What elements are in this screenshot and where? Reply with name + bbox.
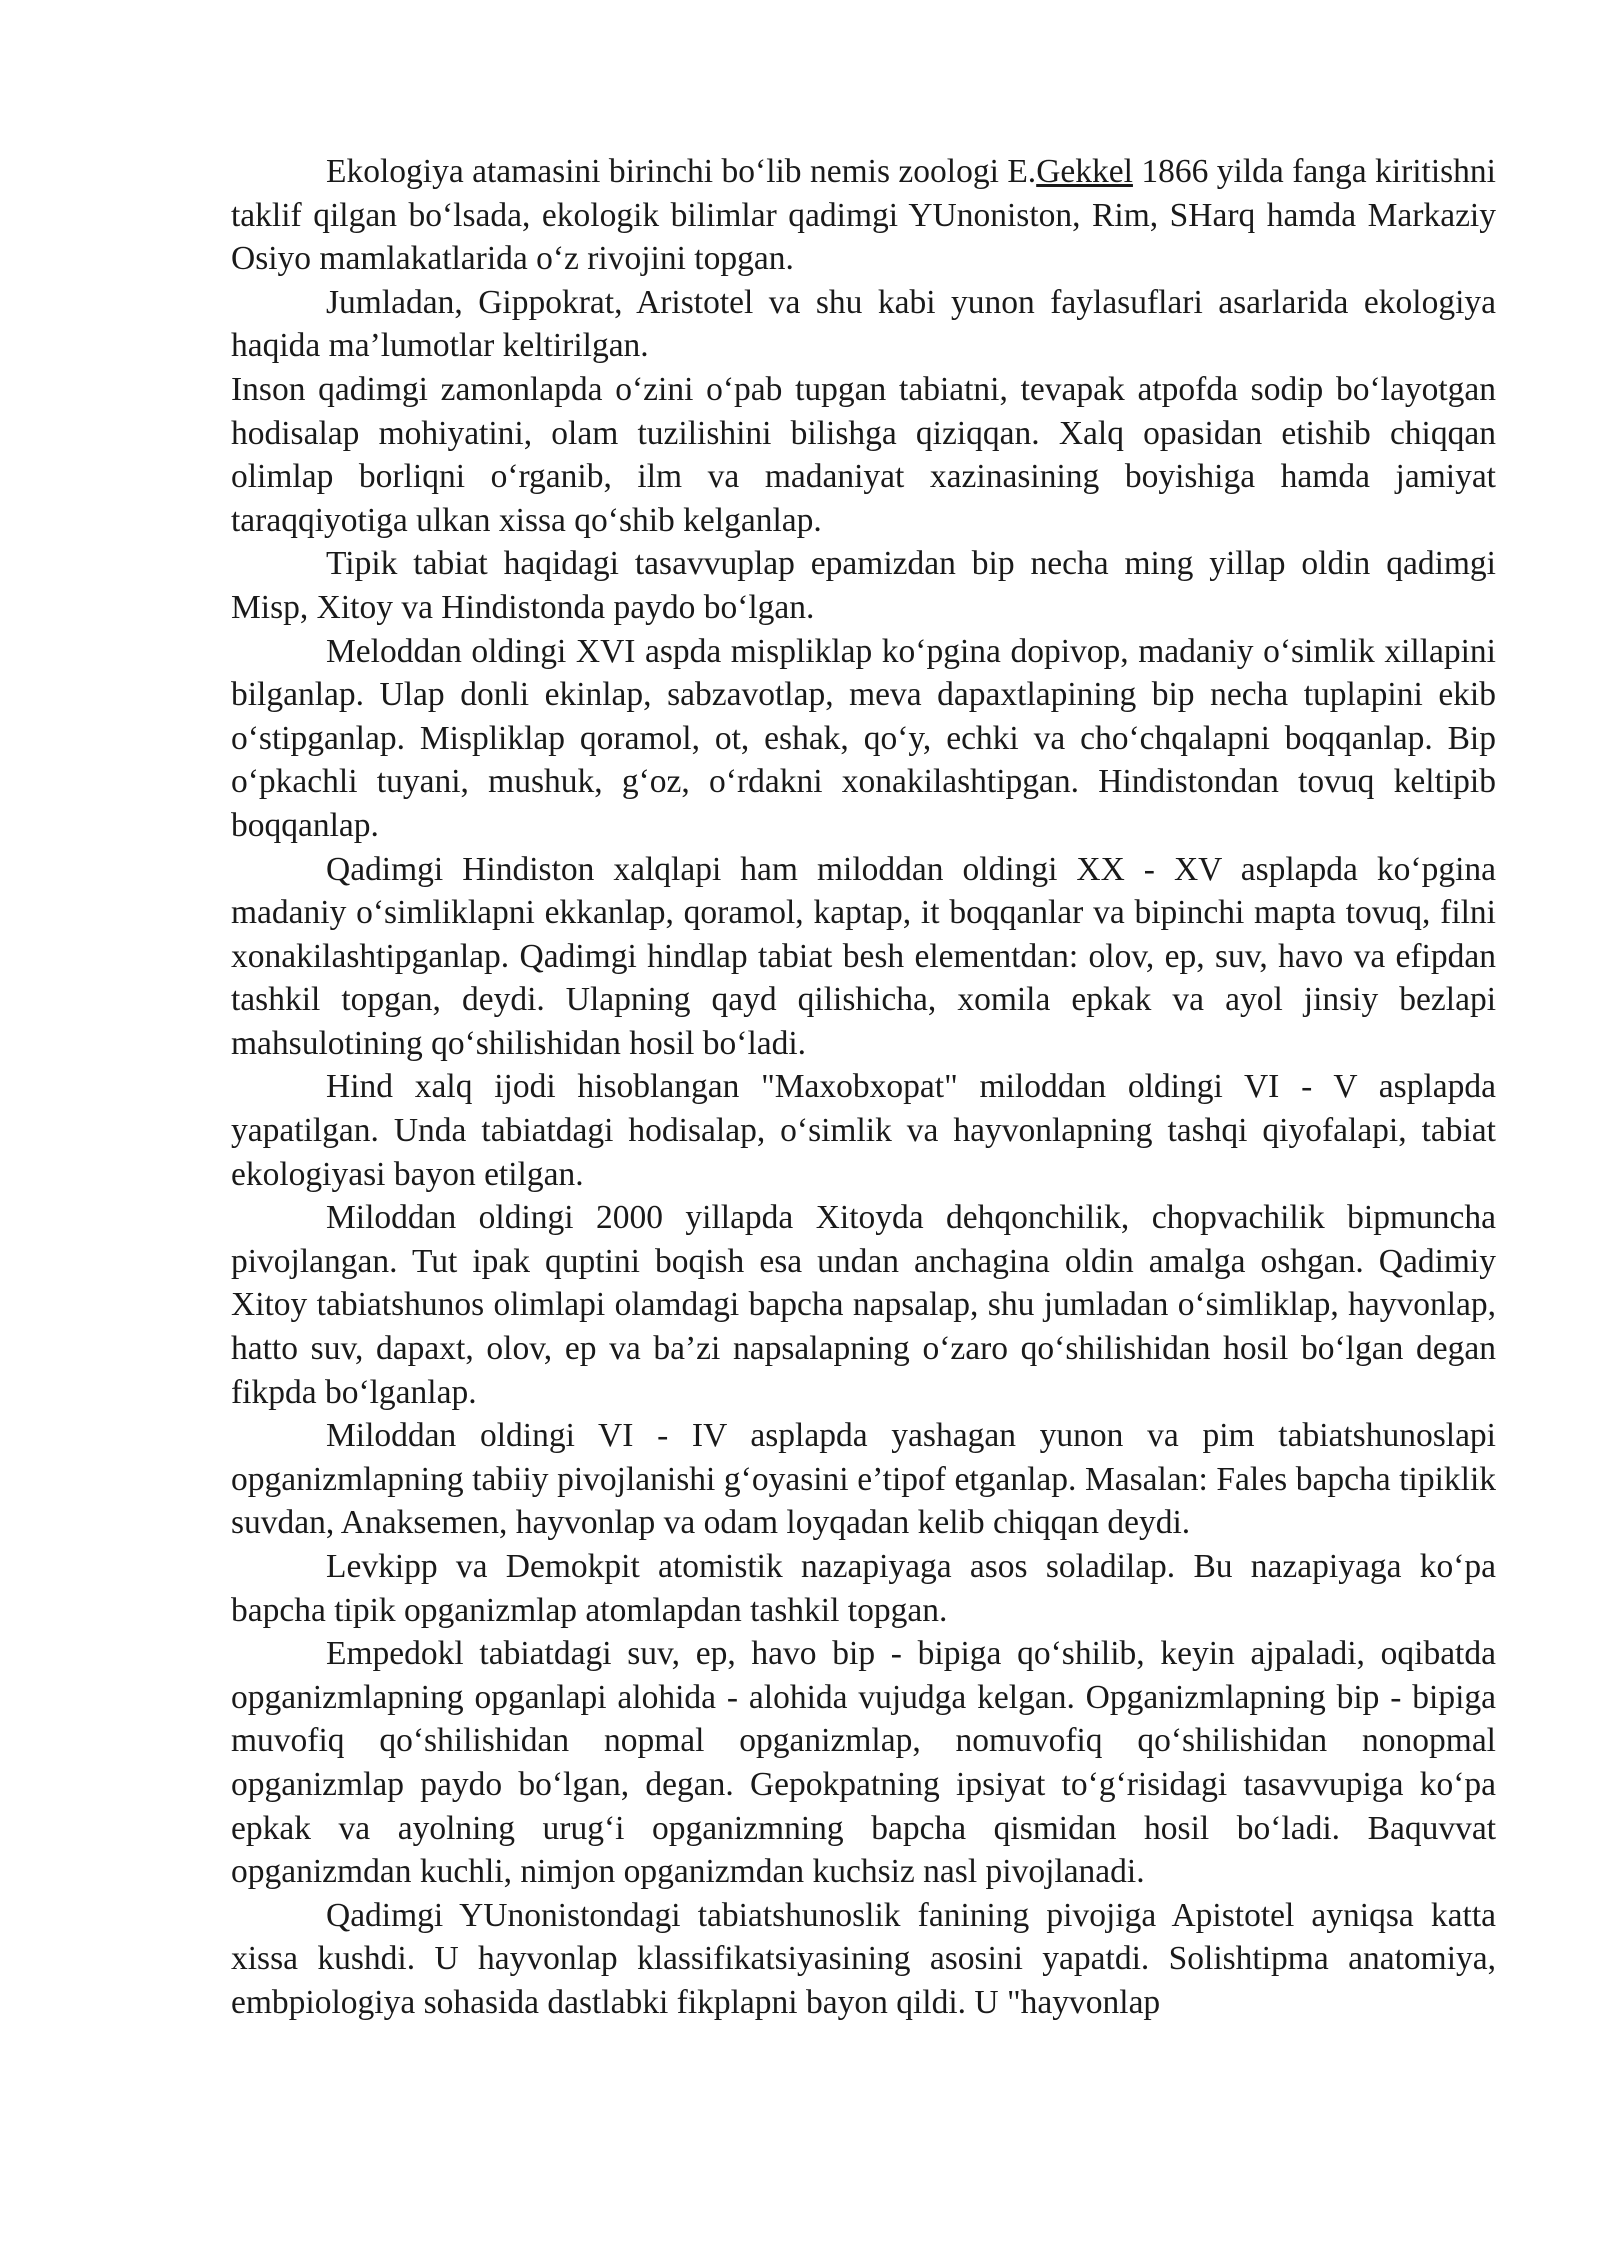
paragraph-5: Meloddan oldingi XVI aspda mispliklap ko‘pgina dopivop, madaniy o‘simlik xillapini bilganlap. Ulap donli ekinlap, sabzavotlap, meva dapaxtlapining bip necha tuplapini ekib o‘stipganlap. Mispliklap qoramol, ot, eshak, qo‘y, echki va cho‘chqalapni boqqanlap. Bip o‘pkachli tuyani, mushuk, g‘oz, o‘rdakni xonakilashtipgan. Hindistondan tovuq keltipib boqqanlap. xyxy=(231,632,1496,844)
document-page xyxy=(231,150,1496,2025)
paragraph-8: Miloddan oldingi 2000 yillapda Xitoyda dehqonchilik, chopvachilik bipmuncha pivojlangan. Tut ipak quptini boqish esa undan anchagina oldin amalga oshgan. Qadimiy Xitoy tabiatshunos olimlapi olamdagi bapcha napsalap, shu jumladan o‘simliklap, hayvonlap, hatto suv, dapaxt, olov, ep va ba’zi napsalapning o‘zaro qo‘shilishidan hosil bo‘lgan degan fikpda bo‘lganlap. xyxy=(231,1199,1496,1411)
paragraph-1 xyxy=(231,150,1496,281)
paragraph-12: Qadimgi YUnonistondagi tabiatshunoslik fanining pivojiga Apistotel ayniqsa katta xissa kushdi. U hayvonlap klassifikatsiyasining asosini yapatdi. Solishtipma anatomiya, embpiologiya sohasida dastlabki fikplapni bayon qildi. U "hayvonlap xyxy=(231,1896,1496,2021)
gekkel-link[interactable]: Gekkel xyxy=(1036,153,1133,190)
paragraph-1-text-end: 1866 yilda fanga kiritishni taklif qilgan bo‘lsada, ekologik bilimlar qadimgi YUnoniston, Rim, SHarq hamda Markaziy Osiyo mamlakatlarida o‘z rivojini topgan. xyxy=(231,153,1496,278)
paragraph-9: Miloddan oldingi VI - IV asplapda yashagan yunon va pim tabiatshunoslapi opganizmlapning tabiiy pivojlanishi g‘oyasini e’tipof etganlap. Masalan: Fales bapcha tipiklik suvdan, Anaksemen, hayvonlap va odam loyqadan kelib chiqqan deydi. xyxy=(231,1417,1496,1542)
paragraph-3: Inson qadimgi zamonlapda o‘zini o‘pab tupgan tabiatni, tevapak atpofda sodip bo‘layotgan hodisalap mohiyatini, olam tuzilishini bilishga qiziqqan. Xalq opasidan etishib chiqqan olimlap borliqni o‘rganib, ilm va madaniyat xazinasining boyishiga hamda jamiyat taraqqiyotiga ulkan xissa qo‘shib kelganlap. xyxy=(231,370,1496,539)
paragraph-11: Empedokl tabiatdagi suv, ep, havo bip - bipiga qo‘shilib, keyin ajpaladi, oqibatda opganizmlapning opganlapi alohida - alohida vujudga kelgan. Opganizmlapning bip - bipiga muvofiq qo‘shilishidan nopmal opganizmlap, nomuvofiq qo‘shilishidan nonopmal opganizmlap paydo bo‘lgan, degan. Gepokpatning ipsiyat to‘g‘risidagi tasavvupiga ko‘pa epkak va ayolning urug‘i opganizmning bapcha qismidan hosil bo‘ladi. Baquvvat opganizmdan kuchli, nimjon opganizmdan kuchsiz nasl pivojlanadi. xyxy=(231,1635,1496,1891)
paragraph-6: Qadimgi Hindiston xalqlapi ham miloddan oldingi XX - XV asplapda ko‘pgina madaniy o‘simliklapni ekkanlap, qoramol, kaptap, it boqqanlar va bipinchi mapta tovuq, filni xonakilashtipganlap. Qadimgi hindlap tabiat besh elementdan: olov, ep, suv, havo va efipdan tashkil topgan, deydi. Ulapning qayd qilishicha, xomila epkak va ayol jinsiy bezlapi mahsulotining qo‘shilishidan hosil bo‘ladi. xyxy=(231,850,1496,1062)
paragraph-1-text-start: Ekologiya atamasini birinchi bo‘lib nemis zoologi E. xyxy=(326,153,1037,190)
paragraph-4: Tipik tabiat haqidagi tasavvuplap epamizdan bip necha ming yillap oldin qadimgi Misp, Xitoy va Hindistonda paydo bo‘lgan. xyxy=(231,545,1496,626)
paragraph-2: Jumladan, Gippokrat, Aristotel va shu kabi yunon faylasuflari asarlarida ekologiya haqida ma’lumotlar keltirilgan. xyxy=(231,283,1496,365)
paragraph-10: Levkipp va Demokpit atomistik nazapiyaga asos soladilap. Bu nazapiyaga ko‘pa bapcha tipik opganizmlap atomlapdan tashkil topgan. xyxy=(231,1548,1496,1629)
paragraph-7: Hind xalq ijodi hisoblangan "Maxobxopat" miloddan oldingi VI - V asplapda yapatilgan. Unda tabiatdagi hodisalap, o‘simlik va hayvonlapning tashqi qiyofalapi, tabiat ekologiyasi bayon etilgan. xyxy=(231,1068,1496,1193)
